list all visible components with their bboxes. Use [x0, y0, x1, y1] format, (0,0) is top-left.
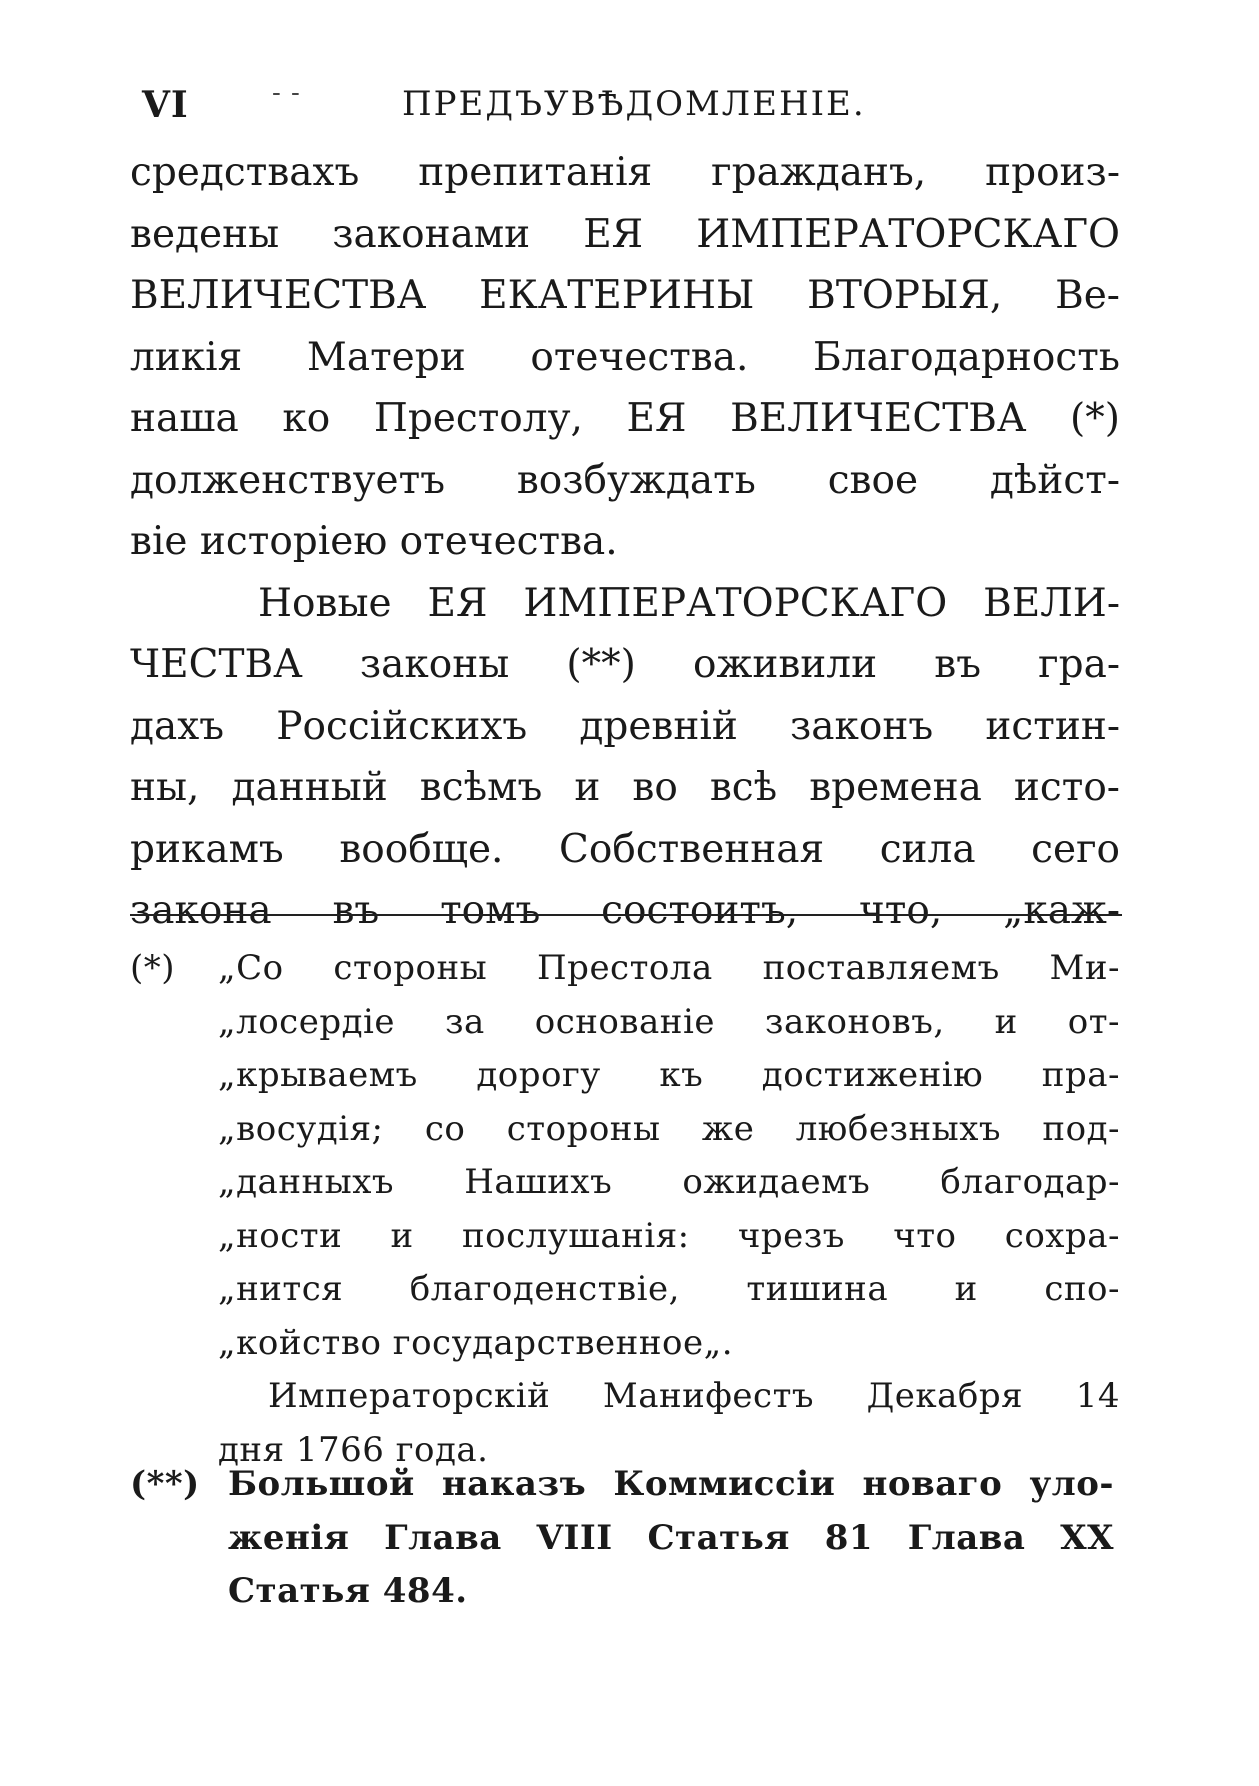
- footnote-line: „лосердіе за основаніе законовъ, и от-: [218, 1001, 1120, 1042]
- text-line: дахъ Россійскихъ древній законъ истин-: [130, 703, 1120, 749]
- text-line: долженствуетъ возбуждать свое дѣйст-: [130, 457, 1120, 503]
- footnote-line: „данныхъ Нашихъ ожидаемъ благодар-: [218, 1162, 1120, 1202]
- text-line: рикамъ вообще. Собственная сила сего: [130, 826, 1120, 872]
- footnote-line: женія Глава VIII Статья 81 Глава XX: [228, 1517, 1114, 1558]
- footnote-marker: (**): [130, 1464, 200, 1504]
- footnote-text: [218, 942, 1120, 1477]
- text-line: закона въ томъ состоитъ, что, „каж-: [130, 888, 1120, 933]
- page-header: [142, 78, 1122, 136]
- footnote-line: „ности и послушанія: чрезъ что сохра-: [218, 1215, 1120, 1256]
- text-line: ВЕЛИЧЕСТВА ЕКАТЕРИНЫ ВТОРЫЯ, Ве-: [130, 273, 1120, 318]
- footnote-source: Императорскій Манифестъ Декабря 14: [268, 1376, 1120, 1416]
- running-title: ПРЕДЪУВѢДОМЛЕНІЕ.: [402, 84, 866, 124]
- text-line: віе исторіею отечества.: [130, 519, 618, 564]
- footnote-line: „нится благоденствіе, тишина и спо-: [218, 1269, 1120, 1309]
- footnote-text: [228, 1458, 1114, 1619]
- footnote-2: [130, 1458, 1125, 1628]
- text-line: ликія Матери отечества. Благодарность: [130, 334, 1120, 380]
- footnote-line: „койство государственное„.: [218, 1322, 734, 1363]
- text-line: наша ко Престолу, ЕЯ ВЕЛИЧЕСТВА (*): [130, 396, 1120, 441]
- footnote-divider: [130, 914, 1122, 916]
- footnote-line: „восудія; со стороны же любезныхъ под-: [218, 1108, 1120, 1149]
- text-line: Новые ЕЯ ИМПЕРАТОРСКАГО ВЕЛИ-: [258, 580, 1120, 626]
- footnote-line: „крываемъ дорогу къ достиженію пра-: [218, 1055, 1120, 1095]
- page-number: VI: [142, 84, 189, 126]
- footnote-marker: (*): [130, 948, 176, 988]
- footnote-line: Большой наказъ Коммиссіи новаго уло-: [228, 1464, 1114, 1504]
- main-text: [130, 142, 1120, 942]
- text-line: средствахъ препитанія гражданъ, произ-: [130, 150, 1120, 195]
- footnote-line: „Со стороны Престола поставляемъ Ми-: [218, 948, 1120, 988]
- footnote-1: [130, 942, 1125, 1470]
- footnote-source: дня 1766 года.: [218, 1429, 489, 1470]
- text-line: ны, данный всѣмъ и во всѣ времена исто-: [130, 765, 1120, 810]
- text-line: ЧЕСТВА законы (**) оживили въ гра-: [130, 642, 1120, 687]
- text-line: ведены законами ЕЯ ИМПЕРАТОРСКАГО: [130, 211, 1120, 257]
- header-ornament: - -: [272, 78, 301, 108]
- footnote-line: Статья 484.: [228, 1571, 468, 1611]
